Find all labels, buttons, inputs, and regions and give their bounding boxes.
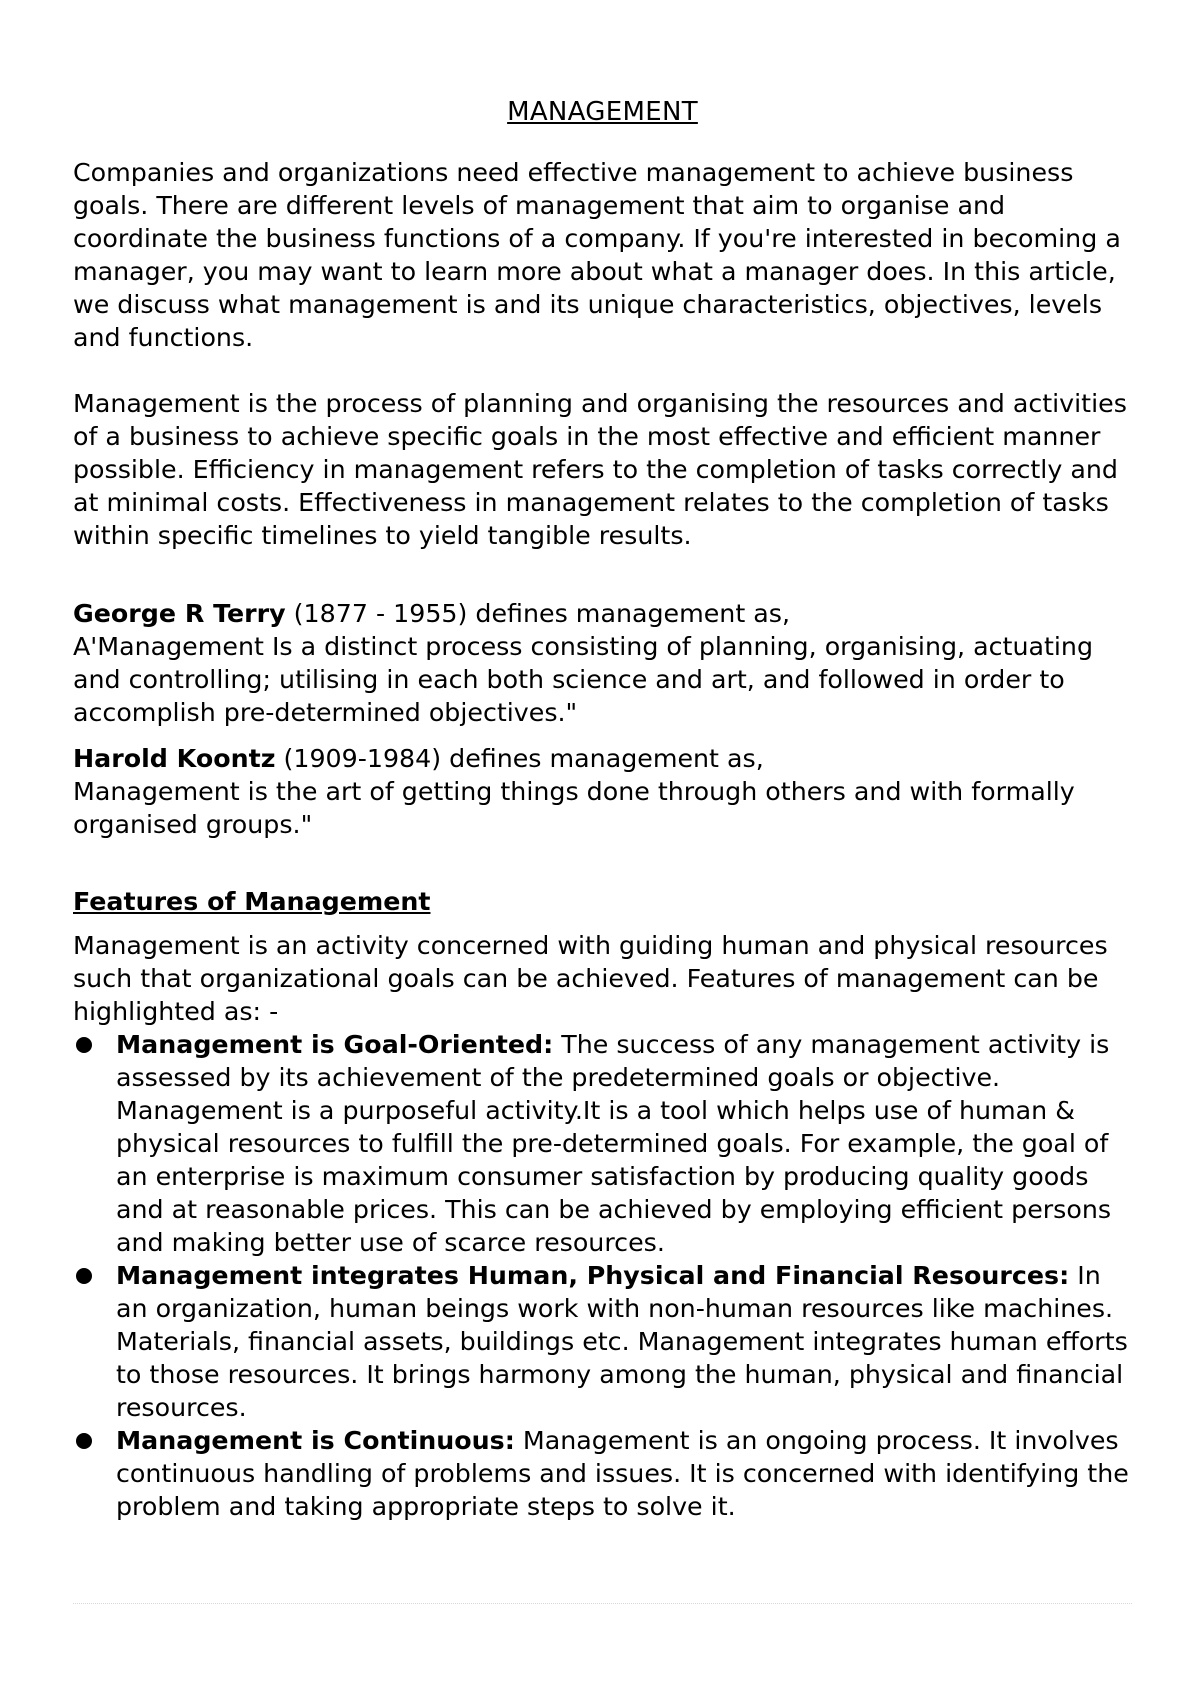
features-heading: Features of Management — [73, 887, 431, 916]
feature-title: Management is Continuous: — [116, 1426, 515, 1455]
features-list — [73, 1028, 1132, 1523]
feature-title: Management is Goal-Oriented: — [116, 1030, 554, 1059]
terry-quote-text: A'Management Is a distinct process consisting of planning, organising, actuating and controlling; utilising in each both science and art, and followed in order to accomplish pre-determined objectives." — [73, 632, 1094, 727]
koontz-author-name: Harold Koontz — [73, 744, 276, 773]
koontz-definition — [73, 742, 1132, 841]
intro-paragraph: Companies and organizations need effective management to achieve business goals. There are different levels of management that aim to organise and coordinate the business functions of a company. If you're interested in becoming a manager, you may want to learn more about what a manager does. In this article, we discuss what management is and its unique characteristics, objectives, levels and functions. — [73, 158, 1121, 352]
terry-author-name: George R Terry — [73, 599, 286, 628]
feature-text: The success of any management activity is assessed by its achievement of the predetermined goals or objective. Management is a purposeful activity.It is a tool which helps use of human & physical resources to fulfill the pre-determined goals. For example, the goal of an enterprise is maximum consumer satisfaction by producing quality goods and at reasonable prices. This can be achieved by employing efficient persons and making better use of scarce resources. — [116, 1030, 1112, 1257]
bullet-icon — [76, 1037, 92, 1053]
features-intro-paragraph: Management is an activity concerned with guiding human and physical resources such that organizational goals can be achieved. Features of management can be highlighted as: - — [73, 931, 1108, 1026]
list-item — [73, 1259, 1132, 1424]
list-item — [73, 1028, 1132, 1259]
koontz-lead-text: (1909-1984) defines management as, — [275, 744, 764, 773]
bullet-icon — [76, 1268, 92, 1284]
terry-lead-text: (1877 - 1955) defines management as, — [285, 599, 791, 628]
feature-title: Management integrates Human, Physical and Financial Resources: — [116, 1261, 1070, 1290]
list-item — [73, 1424, 1132, 1523]
document-title: MANAGEMENT — [507, 97, 698, 127]
feature-text: In an organization, human beings work with non-human resources like machines. Materials, financial assets, buildings etc. Management integrates human efforts to those resources. It brings harmony among the human, physical and financial resources. — [116, 1261, 1128, 1422]
koontz-quote-text: Management is the art of getting things done through others and with formally organised groups." — [73, 777, 1075, 839]
bullet-icon — [76, 1433, 92, 1449]
terry-definition — [73, 597, 1132, 729]
page-bottom-divider — [73, 1603, 1132, 1604]
feature-text: Management is an ongoing process. It involves continuous handling of problems and issues. It is concerned with identifying the problem and taking appropriate steps to solve it. — [116, 1426, 1129, 1521]
definition-paragraph: Management is the process of planning and organising the resources and activities of a business to achieve specific goals in the most effective and efficient manner possible. Efficiency in management refers to the completion of tasks correctly and at minimal costs. Effectiveness in management relates to the completion of tasks within specific timelines to yield tangible results. — [73, 389, 1127, 550]
